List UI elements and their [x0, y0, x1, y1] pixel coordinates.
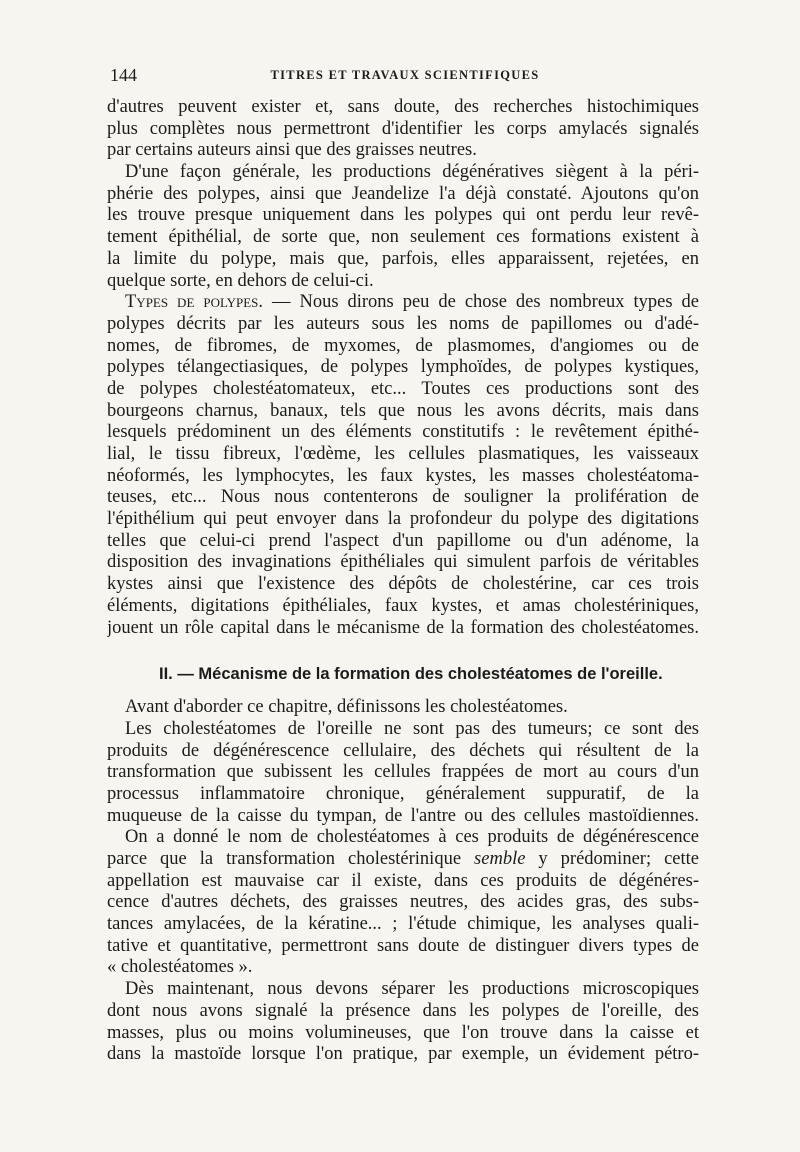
text-line: appellation est mauvaise car il existe, dans ces produits de dégénéres-: [107, 870, 699, 891]
text-line: la limite du polype, mais que, parfois, elles apparaissent, rejetées, en: [107, 248, 699, 269]
paragraph-on-a-donne: [107, 827, 699, 979]
text-line: cence d'autres déchets, des graisses neutres, des acides gras, des subs-: [107, 892, 699, 913]
text-line: l'épithélium qui peut envoyer dans la profondeur du polype des digitations: [107, 509, 699, 530]
section-heading: II. — Mécanisme de la formation des cholestéatomes de l'oreille.: [159, 665, 663, 684]
text-line: Les cholestéatomes de l'oreille ne sont pas des tumeurs; ce sont des: [125, 718, 699, 739]
text-line-end: y prédominer; cette: [525, 849, 699, 869]
text-line: polypes télangectiasiques, de polypes lymphoïdes, de polypes kystiques,: [107, 357, 699, 378]
text-line: dont nous avons signalé la présence dans les polypes de l'oreille, des: [107, 1000, 699, 1021]
text-line: teuses, etc... Nous nous contenterons de souligner la prolifération de: [107, 487, 699, 508]
text-line: nomes, de fibromes, de myxomes, de plasmomes, d'angiomes ou de: [107, 335, 699, 356]
text-line: tative et quantitative, permettront sans doute de distinguer divers types de: [107, 935, 699, 956]
text-line: plus complètes nous permettront d'identifier les corps amylacés signalés: [107, 118, 699, 139]
text-line: éléments, digitations épithéliales, faux kystes, et amas cholestériniques,: [107, 595, 699, 616]
text-line: d'autres peuvent exister et, sans doute, des recherches histochimiques: [107, 97, 699, 117]
paragraph-2: [107, 162, 699, 292]
text-line: tances amylacées, de la kératine... ; l'étude chimique, les analyses quali-: [107, 914, 699, 935]
text-line-rest: — Nous dirons peu de chose des nombreux types de: [263, 292, 699, 313]
text-line: de polypes cholestéatomateux, etc... Toutes ces productions sont des: [107, 378, 699, 399]
text-line: néoformés, les lymphocytes, les faux kystes, les masses cholestéatoma-: [107, 465, 699, 486]
text-line: phérie des polypes, ainsi que Jeandelize l'a déjà constaté. Ajoutons qu'on: [107, 183, 699, 204]
paragraph-lead: Types de polypes.: [125, 292, 264, 313]
page-header: [110, 65, 700, 89]
text-line: On a donné le nom de cholestéatomes à ces produits de dégénérescence: [125, 827, 699, 848]
text-line: jouent un rôle capital dans le mécanisme de la formation des cholestéatomes.: [107, 617, 699, 638]
text-line: kystes ainsi que l'existence des dépôts de cholestérine, car ces trois: [107, 574, 699, 595]
text-line: transformation que subissent les cellules frappées de mort au cours d'un: [107, 762, 699, 783]
paragraph-types-de-polypes: [107, 292, 699, 639]
text-line: masses, plus ou moins volumineuses, que l'on trouve dans la caisse et: [107, 1022, 699, 1043]
text-line: produits de dégénérescence cellulaire, des déchets qui résultent de la: [107, 740, 699, 761]
text-line: processus inflammatoire chronique, généralement suppuratif, de la: [107, 783, 699, 804]
text-line: polypes décrits par les auteurs sous les noms de papillomes ou d'adé-: [107, 313, 699, 334]
text-line: « cholestéatomes ».: [107, 957, 253, 978]
text-line: D'une façon générale, les productions dégénératives siègent à la péri-: [125, 162, 699, 183]
paragraph-les-cholesteatomes: [107, 719, 699, 827]
text-line-start: parce que la transformation cholestérinique: [107, 849, 475, 869]
running-title: TITRES ET TRAVAUX SCIENTIFIQUES: [270, 68, 540, 82]
text-line: lesquels prédominent un des éléments constitutifs : le revêtement épithé-: [107, 422, 699, 443]
text-line: [107, 292, 699, 314]
text-line: lial, le tissu fibreux, l'œdème, les cellules plasmatiques, les vaisseaux: [107, 444, 699, 464]
text-line: par certains auteurs ainsi que des graisses neutres.: [107, 140, 477, 161]
section-spacer: [107, 639, 699, 659]
heading-spacer: [107, 689, 699, 697]
paragraph-avant: [107, 697, 699, 719]
text-line: bourgeons charnus, banaux, tels que nous les avons décrits, mais dans: [107, 400, 699, 421]
paragraph-1: [107, 97, 699, 162]
text-line: dans la mastoïde lorsque l'on pratique, par exemple, un évidement pétro-: [107, 1044, 699, 1065]
text-line: disposition des invaginations épithéliales qui simulent parfois de véritables: [107, 552, 699, 573]
page-number: 144: [110, 65, 137, 85]
text-line: muqueuse de la caisse du tympan, de l'antre ou des cellules mastoïdiennes.: [107, 805, 699, 826]
text-line: quelque sorte, en dehors de celui-ci.: [107, 270, 374, 291]
text-line: telles que celui-ci prend l'aspect d'un papillome ou d'un adénome, la: [107, 530, 699, 551]
italic-word: semble: [474, 849, 526, 869]
text-line: les trouve presque uniquement dans les polypes qui ont perdu leur revê-: [107, 205, 699, 226]
paragraph-des-maintenant: [107, 979, 699, 1066]
text-line: tement épithélial, de sorte que, non seulement ces formations existent à: [107, 227, 699, 248]
body-text: [107, 97, 699, 1066]
text-line: [107, 849, 699, 871]
text-line: Avant d'aborder ce chapitre, définissons les cholestéatomes.: [125, 697, 568, 718]
text-line: Dès maintenant, nous devons séparer les productions microscopiques: [125, 979, 699, 1000]
